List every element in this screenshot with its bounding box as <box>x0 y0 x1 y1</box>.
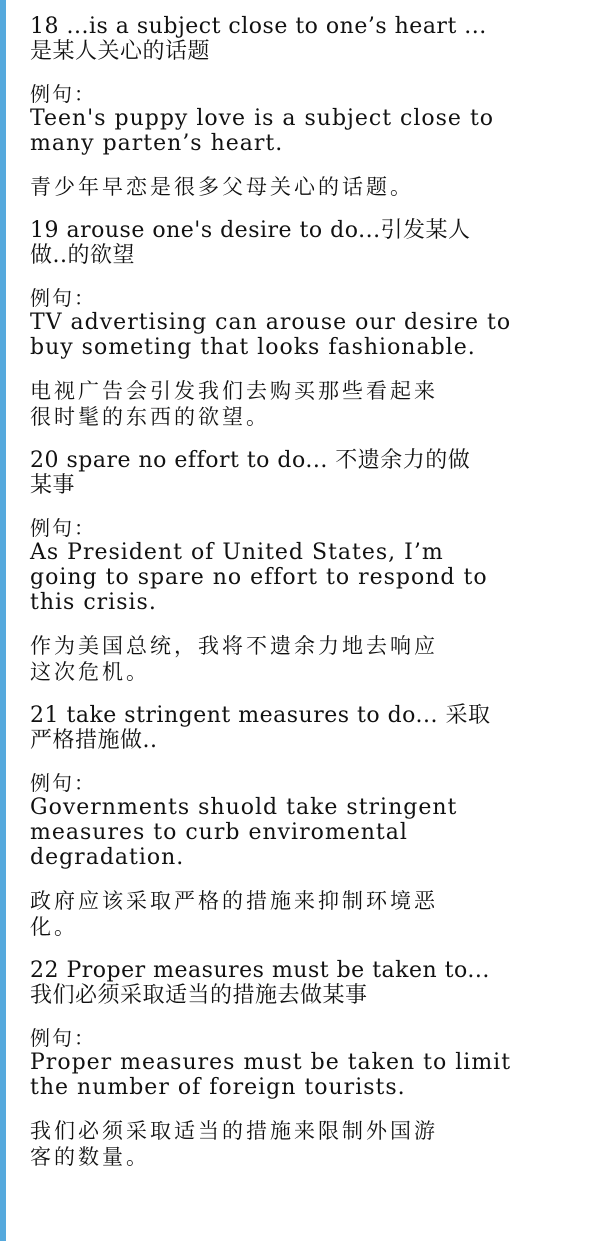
example-label: 例句： <box>30 286 96 310</box>
phrase-heading: 22 Proper measures must be taken to... 我们必须采取适当的措施去做某事 <box>30 958 490 1008</box>
example-english: Governments shuold take stringent measures to curb enviromental degradation. <box>30 795 458 870</box>
example-english: Teen's puppy love is a subject close to many parten’s heart. <box>30 106 495 156</box>
example-chinese: 电视广告会引发我们去购买那些看起来 很时髦的东西的欲望。 <box>30 379 438 429</box>
example-label: 例句： <box>30 516 96 540</box>
phrase-entry-21 <box>30 703 590 940</box>
example-label: 例句： <box>30 1026 96 1050</box>
example-english: As President of United States, I’m going to spare no effort to respond to this crisis. <box>30 540 488 615</box>
left-accent-bar <box>0 0 6 1241</box>
example-chinese: 政府应该采取严格的措施来抑制环境恶 化。 <box>30 889 438 939</box>
example-label: 例句： <box>30 82 96 106</box>
phrase-heading: 21 take stringent measures to do... 采取 严格措施做.. <box>30 703 491 753</box>
example-chinese: 作为美国总统，我将不遗余力地去响应 这次危机。 <box>30 634 438 684</box>
example-chinese: 我们必须采取适当的措施来限制外国游 客的数量。 <box>30 1119 438 1169</box>
example-label: 例句： <box>30 771 96 795</box>
phrase-entry-20 <box>30 448 590 685</box>
phrase-entry-22 <box>30 958 590 1170</box>
phrase-list <box>30 14 590 1170</box>
phrase-entry-19 <box>30 218 590 430</box>
example-english: Proper measures must be taken to limit the number of foreign tourists. <box>30 1050 512 1100</box>
phrase-heading: 19 arouse one's desire to do...引发某人 做..的欲望 <box>30 218 471 268</box>
phrase-entry-18 <box>30 14 590 200</box>
phrase-heading: 18 ...is a subject close to one’s heart ... 是某人关心的话题 <box>30 14 487 64</box>
example-english: TV advertising can arouse our desire to buy someting that looks fashionable. <box>30 310 512 360</box>
example-chinese: 青少年早恋是很多父母关心的话题。 <box>30 175 414 199</box>
phrase-heading: 20 spare no effort to do... 不遗余力的做 某事 <box>30 448 471 498</box>
